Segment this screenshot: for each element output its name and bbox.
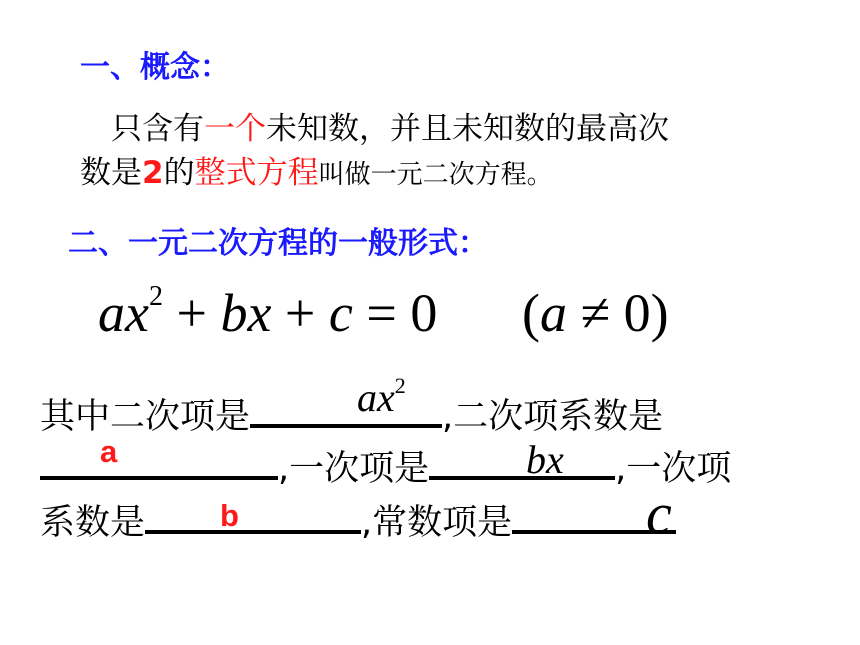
indent (80, 111, 111, 147)
section1-heading: 一、概念： (80, 50, 230, 85)
highlight-degree: 2 (142, 155, 164, 191)
eq-plus: + (271, 283, 329, 343)
definition-line2 (80, 152, 553, 196)
fill-row-1 (40, 388, 663, 443)
fill-row-2 (40, 440, 731, 495)
answer-linear-term: bx (526, 437, 564, 482)
fill-text: 系数是 (40, 503, 146, 543)
answer-ax: ax (357, 375, 395, 420)
eq-equals: = (352, 283, 411, 343)
section2-heading: 二、一元二次方程的一般形式： (68, 226, 488, 261)
answer-linear-coef: b (220, 498, 239, 533)
fill-text: ,一次项是 (278, 449, 430, 489)
fill-text: 其中二次项是 (40, 397, 251, 437)
definition-text: 未知数，并且未知数的最高次 (266, 111, 669, 147)
definition-text: 的 (163, 155, 195, 191)
blank-linear-term (429, 440, 615, 480)
eq-plus: + (162, 283, 221, 343)
eq-c: c (328, 283, 353, 343)
cond-zero: 0 (623, 283, 651, 343)
eq-x: x (125, 283, 149, 343)
fill-text: ,二次项系数是 (442, 397, 664, 437)
definition-text: 只含有 (111, 111, 204, 147)
highlight-integral-equation: 整式方程 (194, 155, 319, 191)
eq-x: x (247, 283, 272, 343)
condition (522, 282, 669, 344)
definition-text: 数是 (80, 155, 142, 191)
definition-text: 叫做一元二次方程。 (318, 160, 553, 190)
general-form-equation (98, 282, 437, 344)
answer-quadratic-term (357, 374, 406, 421)
fill-text: ,常数项是 (361, 503, 513, 543)
eq-zero: 0 (410, 283, 438, 343)
highlight-one: 一个 (204, 111, 266, 147)
answer-constant-term: c (646, 481, 672, 546)
eq-b: b (220, 283, 248, 343)
cond-close-paren: ) (650, 283, 669, 343)
blank-linear-coef (145, 494, 361, 534)
eq-exponent: 2 (148, 281, 163, 312)
cond-open-paren: ( (522, 283, 540, 343)
blank-quadratic-term (250, 388, 442, 428)
answer-exponent: 2 (394, 373, 406, 398)
cond-not-equal: ≠ (566, 283, 624, 343)
eq-a: a (98, 283, 125, 343)
cond-a: a (539, 283, 567, 343)
definition-line1 (80, 108, 669, 150)
blank-quadratic-coef (40, 440, 278, 480)
fill-text: ,一次项 (615, 449, 732, 489)
answer-quadratic-coef: a (100, 434, 118, 469)
fill-row-3 (40, 494, 676, 549)
